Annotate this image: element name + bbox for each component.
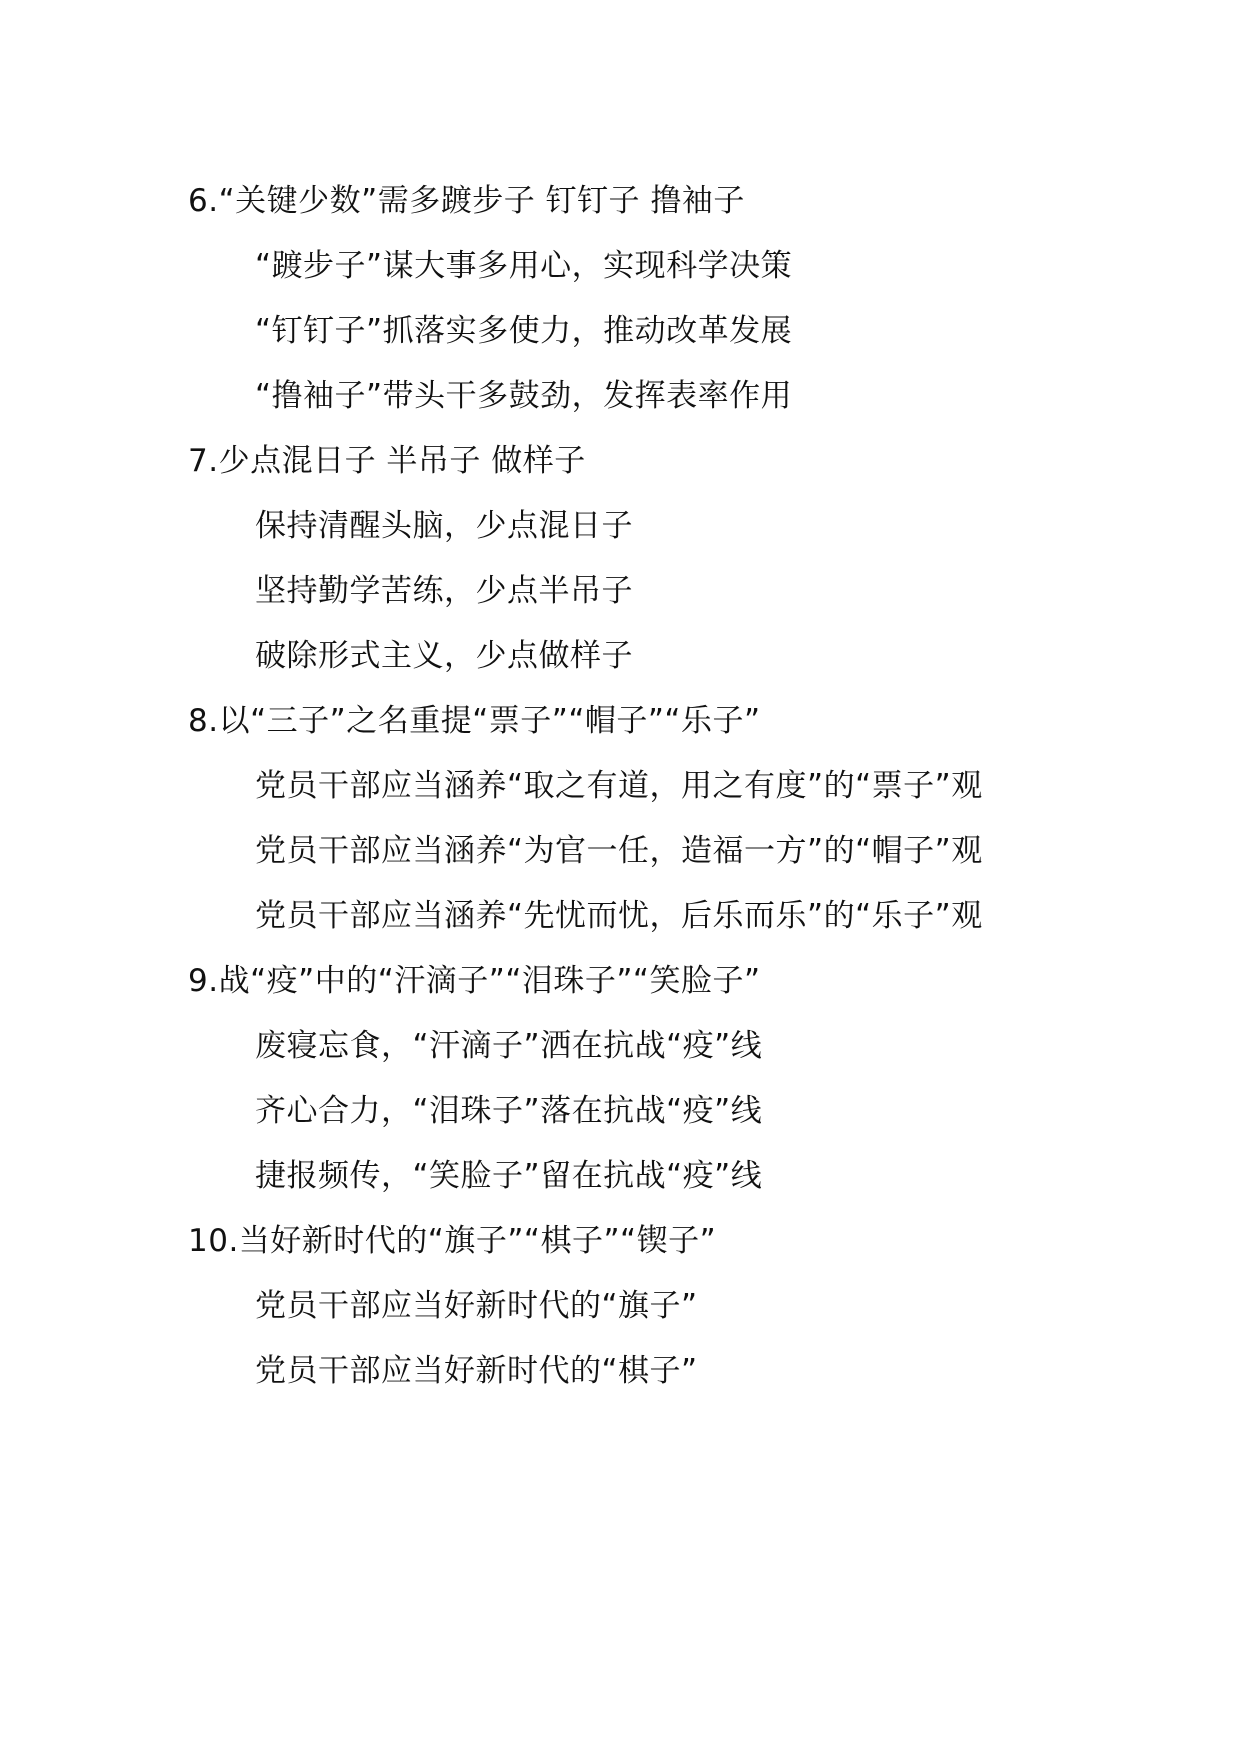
section-8-point-2: 党员干部应当涵养“为官一任，造福一方”的“帽子”观: [255, 833, 983, 869]
section-8-heading: 8.以“三子”之名重提“票子”“帽子”“乐子”: [188, 703, 761, 739]
section-7-heading: 7.少点混日子 半吊子 做样子: [188, 443, 586, 479]
section-6-point-1: “踱步子”谋大事多用心，实现科学决策: [255, 248, 793, 284]
section-6-point-2: “钉钉子”抓落实多使力，推动改革发展: [255, 313, 793, 349]
section-6-point-3: “撸袖子”带头干多鼓劲，发挥表率作用: [255, 378, 793, 414]
section-8-point-3: 党员干部应当涵养“先忧而忧，后乐而乐”的“乐子”观: [255, 898, 983, 934]
section-9-point-1: 废寝忘食，“汗滴子”洒在抗战“疫”线: [255, 1028, 763, 1064]
section-9-point-2: 齐心合力，“泪珠子”落在抗战“疫”线: [255, 1093, 763, 1129]
section-6-heading: 6.“关键少数”需多踱步子 钉钉子 撸袖子: [188, 183, 745, 219]
section-9-point-3: 捷报频传，“笑脸子”留在抗战“疫”线: [255, 1158, 763, 1194]
document-body: [188, 169, 1060, 1404]
section-9-heading: 9.战“疫”中的“汗滴子”“泪珠子”“笑脸子”: [188, 963, 761, 999]
section-10-point-1: 党员干部应当好新时代的“旗子”: [255, 1288, 698, 1324]
section-8-point-1: 党员干部应当涵养“取之有道，用之有度”的“票子”观: [255, 768, 983, 804]
section-7-point-2: 坚持勤学苦练，少点半吊子: [255, 573, 633, 609]
section-7-point-1: 保持清醒头脑，少点混日子: [255, 508, 633, 544]
section-10-heading: 10.当好新时代的“旗子”“棋子”“锲子”: [188, 1223, 717, 1259]
section-10-point-2: 党员干部应当好新时代的“棋子”: [255, 1353, 698, 1389]
section-7-point-3: 破除形式主义，少点做样子: [255, 638, 633, 674]
